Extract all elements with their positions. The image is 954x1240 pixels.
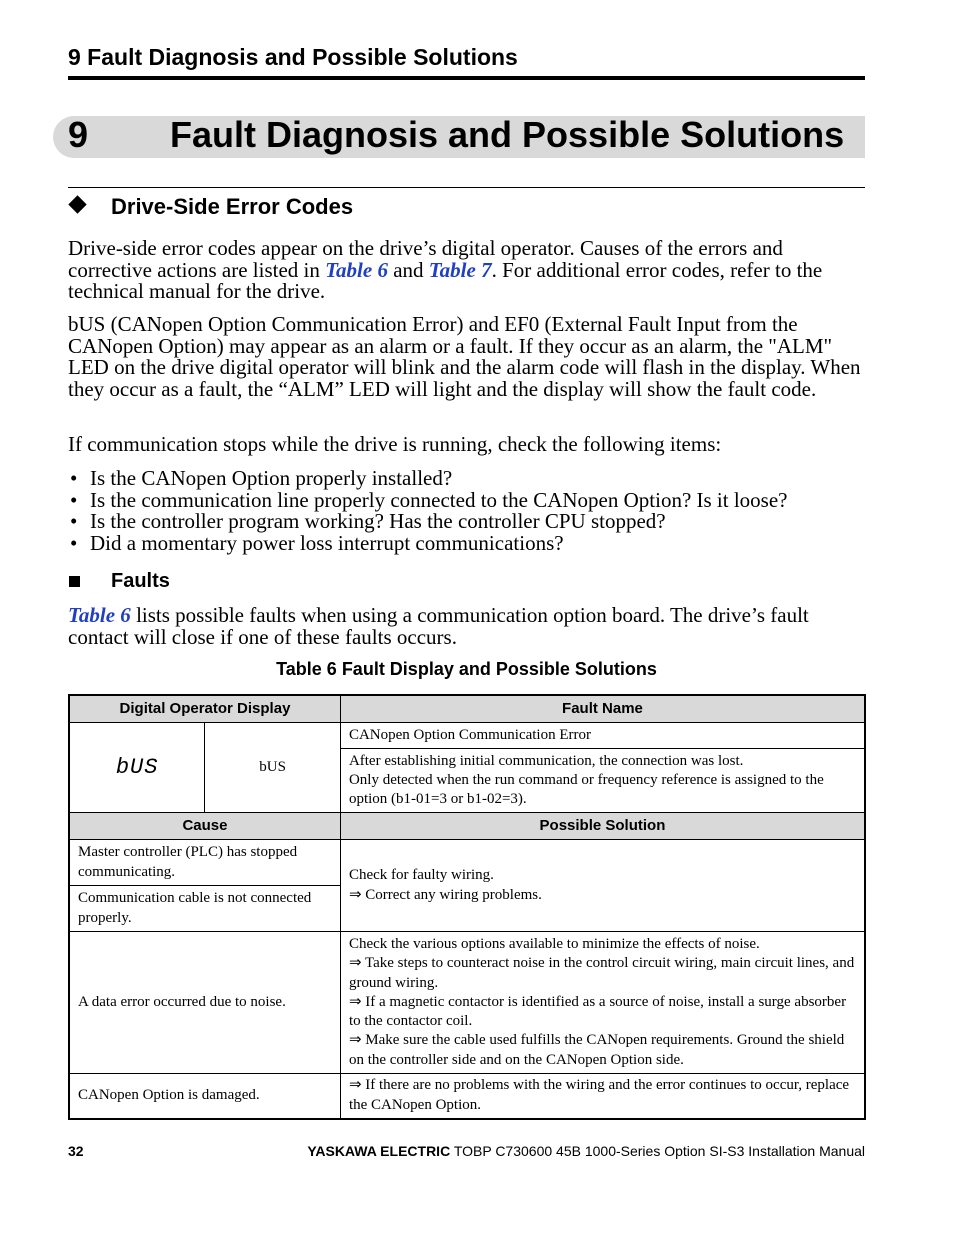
list-item: • Is the CANopen Option properly installed? [70, 466, 453, 490]
square-bullet-icon [69, 576, 80, 587]
page-number: 32 [68, 1143, 84, 1159]
seven-segment-display: bUS [69, 723, 205, 813]
cause-cell: Master controller (PLC) has stopped communicating. [69, 840, 340, 886]
list-item: • Did a momentary power loss interrupt communications? [70, 530, 564, 555]
intro-paragraph-1 [68, 238, 865, 303]
fault-table [68, 694, 866, 1120]
checklist-item-text: Is the controller program working? Has the controller CPU stopped? [90, 509, 666, 533]
table-6-link[interactable]: Table 6 [68, 603, 131, 627]
table-caption: Table 6 Fault Display and Possible Solutions [276, 659, 657, 679]
table-row [69, 932, 865, 1074]
intro-paragraph-3: If communication stops while the drive is running, check the following items: [68, 432, 722, 456]
faults-paragraph [68, 605, 865, 648]
intro-text-and: and [387, 257, 429, 282]
footer-document-info [307, 1143, 865, 1159]
running-header: 9 Fault Diagnosis and Possible Solutions [68, 44, 518, 70]
footer-doc-title: TOBP C730600 45B 1000-Series Option SI-S3 Installation Manual [450, 1143, 865, 1159]
section-rule [68, 187, 865, 188]
faults-heading: Faults [111, 570, 170, 592]
faults-text: lists possible faults when using a communication option board. The drive’s fault contact will close if one of these faults occurs. [68, 603, 809, 649]
section-title: Drive-Side Error Codes [111, 194, 354, 219]
header-rule [68, 76, 865, 80]
cause-cell: A data error occurred due to noise. [69, 932, 340, 1074]
fault-description-cell: After establishing initial communication, the connection was lost. Only detected when the run command or frequency reference is assigned to the option (b1-01=3 or b1-02=3). [340, 749, 865, 813]
chapter-title: Fault Diagnosis and Possible Solutions [170, 114, 845, 155]
header-cause: Cause [69, 813, 340, 840]
intro-paragraph-2: bUS (CANopen Option Communication Error) and EF0 (External Fault Input from the CANopen Option) may appear as an alarm or a fault. If they occur as an alarm, the "ALM" LED on the drive digital operator will blink and the alarm code will flash in the display. When they occur as a fault, the “ALM” LED will light and the display will show the fault code. [68, 312, 861, 401]
checklist-item-text: Is the communication line properly connected to the CANopen Option? Is it loose? [90, 487, 788, 512]
intro-text-a: Drive-side error codes appear on the drive’s digital operator. Causes of the errors and corrective actions are listed in [68, 236, 783, 282]
footer-brand: YASKAWA ELECTRIC [307, 1143, 451, 1159]
solution-cell: Check the various options available to minimize the effects of noise. ⇒ Take steps to counteract noise in the control circuit wiring, main circuit lines, and ground wiring. ⇒ If a magnetic contactor is identified as a source of noise, install a surge absorber to the contactor coil. ⇒ Make sure the cable used fulfills the CANopen requirements. Ground the shield on the controller side and on the CANopen Option side. [340, 932, 865, 1074]
fault-name-cell: CANopen Option Communication Error [340, 723, 865, 749]
table-6-link[interactable]: Table 6 [325, 257, 388, 282]
chapter-number: 9 [68, 114, 89, 155]
table-header-row [69, 813, 865, 840]
intro-text-b: . For additional error codes, refer to the technical manual for the drive. [68, 257, 823, 303]
table-row [69, 840, 865, 886]
header-possible-solution: Possible Solution [340, 813, 865, 840]
list-item: • Is the communication line properly connected to the CANopen Option? Is it loose? [70, 487, 788, 512]
cause-cell: Communication cable is not connected properly. [69, 886, 340, 932]
table-row [69, 723, 865, 749]
solution-cell: ⇒ If there are no problems with the wiring and the error continues to occur, replace the CANopen Option. [340, 1074, 865, 1119]
table-row [69, 1074, 865, 1119]
table-header-row [69, 695, 865, 723]
table-7-link[interactable]: Table 7 [428, 257, 492, 282]
diamond-bullet-icon [68, 195, 86, 213]
checklist-item-text: Did a momentary power loss interrupt communications? [90, 530, 564, 555]
header-digital-operator-display: Digital Operator Display [69, 695, 340, 723]
solution-cell: Check for faulty wiring. ⇒ Correct any wiring problems. [340, 840, 865, 932]
list-item: • Is the controller program working? Has the controller CPU stopped? [70, 509, 666, 533]
checklist [68, 468, 865, 554]
cause-cell: CANopen Option is damaged. [69, 1074, 340, 1119]
display-code: bUS [205, 723, 341, 813]
header-fault-name: Fault Name [340, 695, 865, 723]
checklist-item-text: Is the CANopen Option properly installed? [90, 466, 453, 490]
